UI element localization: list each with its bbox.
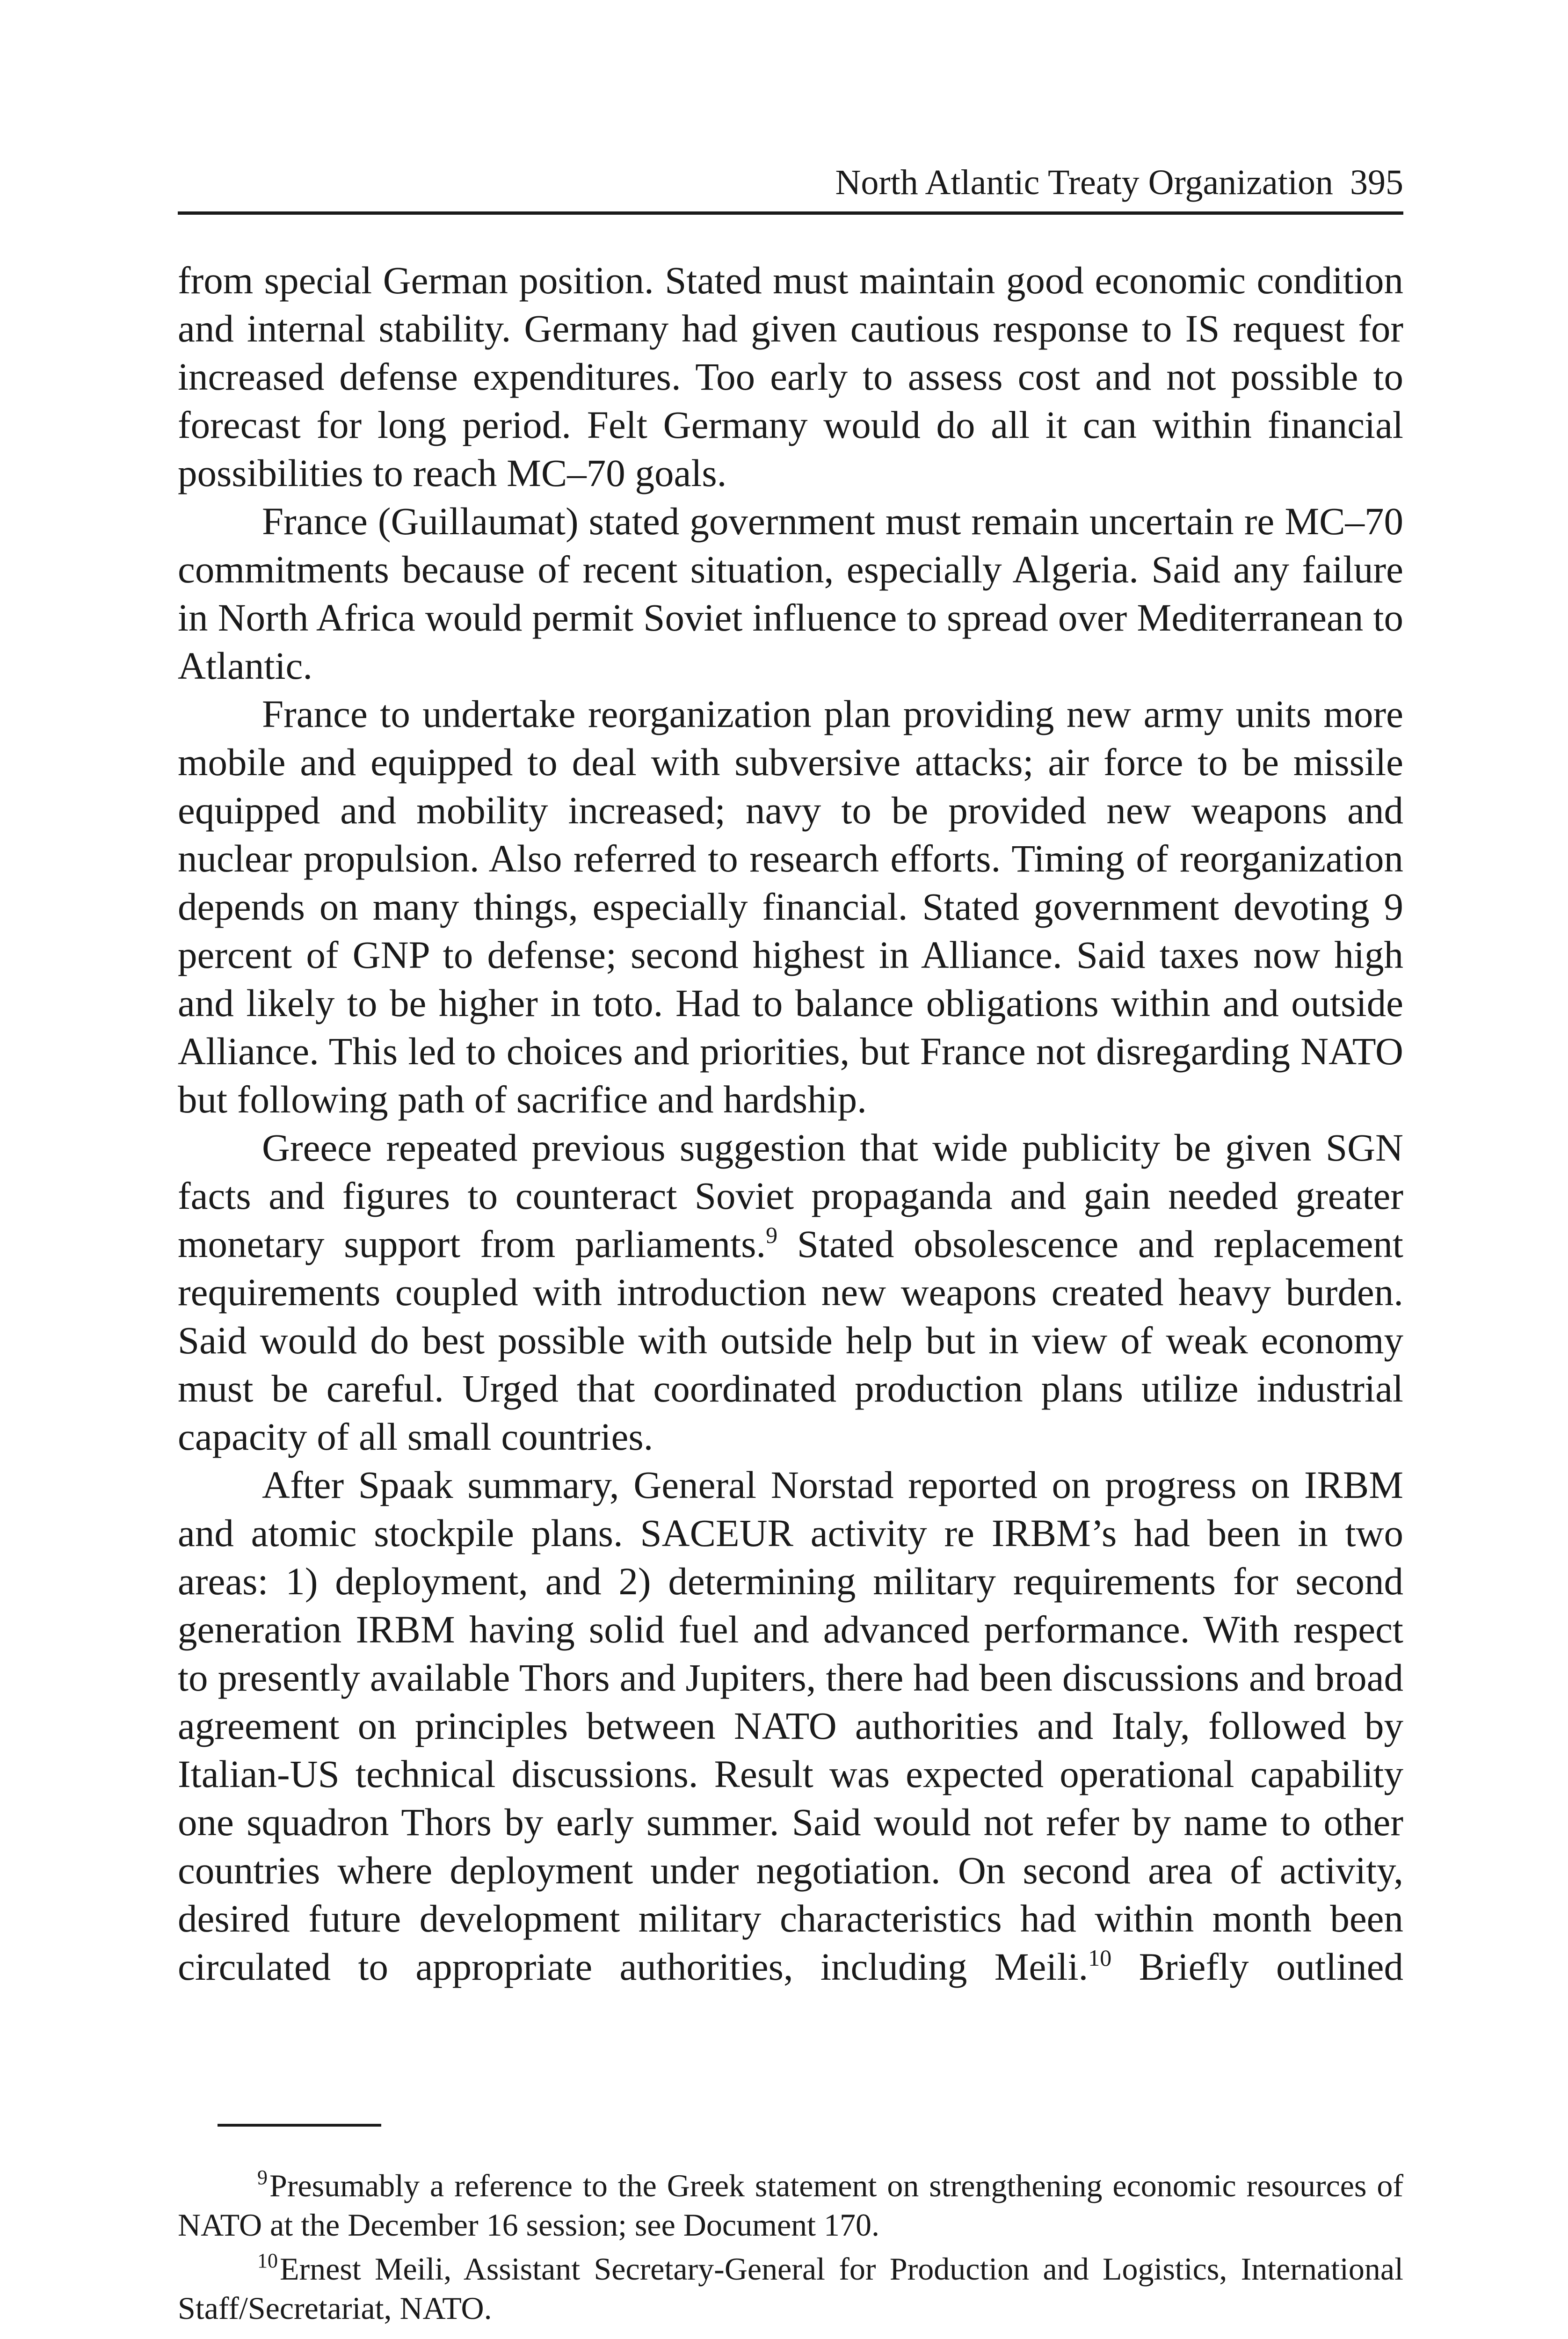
running-head-title: North Atlantic Treaty Organization: [835, 163, 1333, 202]
paragraph-france-guillaumat: France (Guillaumat) stated government must remain uncertain re MC–70 commitments because of recent situation, especially Algeria. Said any failure in North Africa would permit Soviet influence to spread over Mediterranean to Atlantic.: [178, 500, 1403, 687]
paragraph-greece: [178, 1124, 1403, 1461]
paragraph-germany-continued: from special German position. Stated must maintain good economic condition and internal stability. Germany had given cautious response to IS request for increased defense expenditures. Too early to assess cost and not possible to forecast for long period. Felt Germany would do all it can within financial possibilities to reach MC–70 goals.: [178, 259, 1403, 494]
footnote-9-text: Presumably a reference to the Greek statement on strengthening economic resources of NATO at the December 16 session; see Document 170.: [178, 2168, 1403, 2243]
paragraph-norstad-text-a: After Spaak summary, General Norstad reported on progress on IRBM and atomic stockpile plans. SACEUR activity re IRBM’s had been in two areas: 1) deployment, and 2) determining military requirements for second generation IRBM having solid fuel and advanced performance. With respect to presently available Thors and Jupiters, there had been discussions and broad agreement on principles between NATO authorities and Italy, followed by Italian-US technical discussions. Result was expected operational capability one squadron Thors by early summer. Said would not refer by name to other countries where deployment under negotiation. On second area of activity, desired future development military characteristics had within month been circulated to appropriate authorities, including Meili.: [178, 1463, 1403, 1988]
paragraph-norstad: [178, 1461, 1403, 1991]
footnote-10-number: 10: [257, 2249, 278, 2272]
footnotes: [178, 2166, 1403, 2332]
page-number: 395: [1350, 163, 1403, 202]
paragraph-greece-text-b: Stated obsolescence and replacement requirements coupled with introduction new weapons created heavy burden. Said would do best possible with outside help but in view of weak economy must be careful. Urged that coordinated production plans utilize industrial capacity of all small countries.: [178, 1222, 1403, 1458]
footnote-9: [178, 2166, 1403, 2245]
footnote-ref-10[interactable]: 10: [1088, 1945, 1112, 1971]
body-text: [178, 256, 1403, 1991]
paragraph-norstad-text-b: Briefly outlined: [1111, 1945, 1403, 1988]
footnote-10-text: Ernest Meili, Assistant Secretary-General for Production and Logistics, International Staff/Secretariat, NATO.: [178, 2251, 1403, 2326]
footnote-rule: [218, 2124, 381, 2127]
paragraph-france-reorganization: France to undertake reorganization plan providing new army units more mobile and equipped to deal with subversive attacks; air force to be missile equipped and mobility increased; navy to be provided new weapons and nuclear propulsion. Also referred to research efforts. Timing of reorganization depends on many things, especially financial. Stated government devoting 9 percent of GNP to defense; second highest in Alliance. Said taxes now high and likely to be higher in toto. Had to balance obligations within and outside Alliance. This led to choices and priorities, but France not disregarding NATO but following path of sacrifice and hardship.: [178, 692, 1403, 1121]
header-rule: [178, 211, 1403, 215]
paragraph-greece-text-a: Greece repeated previous suggestion that wide publicity be given SGN facts and figures to counteract Soviet propaganda and gain needed greater monetary support from parliaments.: [178, 1126, 1403, 1265]
footnote-10: [178, 2249, 1403, 2328]
footnote-9-number: 9: [257, 2166, 268, 2189]
running-head: [178, 161, 1403, 203]
footnote-ref-9[interactable]: 9: [766, 1222, 778, 1248]
